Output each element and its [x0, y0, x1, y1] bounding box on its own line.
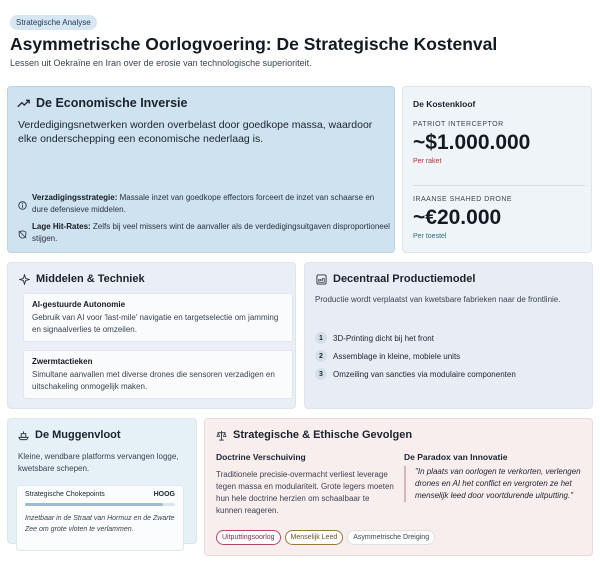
swarm-fleet-title: De Muggenvloot — [35, 429, 121, 441]
trending-up-icon — [17, 97, 30, 110]
point-label: Verzadigingsstrategie: — [32, 193, 118, 202]
chokepoints-note: Inzetbaar in de Straat van Hormuz en de Zwarte Zee om grote vloten te verlammen. — [25, 515, 175, 533]
cost-item-drone — [413, 196, 585, 240]
chokepoints-panel — [16, 485, 184, 551]
production-title: Decentraal Productiemodel — [333, 273, 476, 285]
chokepoints-bar — [25, 503, 175, 506]
means-title: Middelen & Techniek — [36, 273, 145, 285]
economic-inversion-title: De Economische Inversie — [36, 96, 188, 110]
doctrine-shift-title: Doctrine Verschuiving — [216, 452, 306, 462]
point-label: Lage Hit-Rates: — [32, 222, 91, 231]
cost-note: Per raket — [413, 158, 442, 165]
low-hit-rates-point — [18, 221, 390, 245]
sparkle-icon — [19, 274, 30, 285]
means-item-title: Zwermtactieken — [32, 357, 93, 366]
consequences-card — [204, 418, 593, 556]
shield-off-icon — [18, 223, 27, 245]
means-item-title: AI-gestuurde Autonomie — [32, 300, 126, 309]
step-text: Omzeiling van sancties via modulaire componenten — [333, 369, 516, 379]
economic-inversion-heading — [17, 96, 187, 110]
doctrine-shift-text: Traditionele precisie-overmacht verliest leverage tegen massa en modulariteit. Grote legers moeten hun hele doctrine herzien om schaalbaar te kunnen reageren. — [216, 470, 394, 515]
info-icon — [18, 194, 27, 216]
production-model-card — [304, 262, 593, 409]
ship-icon — [18, 430, 29, 441]
production-step — [315, 332, 434, 344]
means-item-text: Gebruik van AI voor 'last-mile' navigatie en targetselectie om jamming en signaalverlies te omzeilen. — [32, 313, 279, 334]
means-item-ai — [23, 293, 293, 342]
means-item-swarm — [23, 350, 293, 399]
step-number: 1 — [315, 332, 327, 344]
chokepoints-header — [25, 491, 175, 498]
swarm-fleet-intro: Kleine, wendbare platforms vervangen logge, kwetsbare schepen. — [18, 452, 179, 473]
innovation-paradox-title: De Paradox van Innovatie — [404, 452, 508, 462]
step-text: 3D-Printing dicht bij het front — [333, 333, 434, 343]
saturation-strategy-point — [18, 192, 390, 216]
consequences-heading — [216, 429, 412, 441]
cost-note: Per toestel — [413, 233, 447, 240]
chokepoints-level: HOOG — [153, 491, 175, 498]
tag-human-suffering: Menselijk Leed — [285, 530, 344, 545]
point-text: Zelfs bij veel missers wint de aanvaller als de verdedigingsuitgaven disproportioneel stijgen. — [32, 222, 390, 243]
production-heading — [316, 273, 475, 285]
innovation-paradox-quote: "In plaats van oorlogen te verkorten, verlengen drones en AI het conflict en vergroten ze het menselijk leed door voortdurende uitputting." — [404, 466, 584, 502]
economic-inversion-card — [7, 86, 395, 253]
cost-gap-card — [402, 86, 592, 253]
step-text: Assemblage in kleine, mobiele units — [333, 351, 461, 361]
step-number: 3 — [315, 368, 327, 380]
cost-label: PATRIOT INTERCEPTOR — [413, 121, 504, 128]
production-step — [315, 368, 516, 380]
swarm-fleet-heading — [18, 429, 121, 441]
tag-list — [216, 530, 435, 545]
cost-value: ~$1.000.000 — [413, 131, 531, 154]
tag-attrition-war: Uitputtingsoorlog — [216, 530, 281, 545]
divider — [413, 185, 585, 186]
scale-icon — [216, 430, 227, 441]
step-number: 2 — [315, 350, 327, 362]
category-badge: Strategische Analyse — [10, 15, 97, 30]
economic-inversion-lead: Verdedigingsnetwerken worden overbelast door goedkope massa, waardoor elke onderschepping een economische nederlaag is. — [18, 119, 373, 145]
consequences-title: Strategische & Ethische Gevolgen — [233, 429, 413, 441]
point-text: Massale inzet van goedkope effectors forceert de inzet van schaarse en dure defensieve middelen. — [32, 193, 375, 214]
means-heading — [19, 273, 145, 285]
cost-gap-title: De Kostenkloof — [413, 99, 476, 109]
page-subtitle: Lessen uit Oekraïne en Iran over de erosie van technologische superioriteit. — [10, 58, 312, 68]
cost-item-interceptor — [413, 121, 585, 165]
factory-icon — [316, 274, 327, 285]
production-intro: Productie wordt verplaatst van kwetsbare fabrieken naar de frontlinie. — [315, 295, 561, 304]
cost-value: ~€20.000 — [413, 206, 502, 229]
means-item-text: Simultane aanvallen met diverse drones die sensoren verzadigen en uitschakeling onmogelijk maken. — [32, 370, 275, 391]
means-technique-card — [7, 262, 296, 409]
page-title: Asymmetrische Oorlogvoering: De Strategische Kostenval — [10, 34, 498, 54]
chokepoints-bar-fill — [25, 503, 163, 506]
chokepoints-label: Strategische Chokepoints — [25, 491, 105, 498]
production-step — [315, 350, 460, 362]
cost-label: IRAANSE SHAHED DRONE — [413, 196, 513, 203]
tag-asymmetric-threat: Asymmetrische Dreiging — [347, 530, 435, 545]
